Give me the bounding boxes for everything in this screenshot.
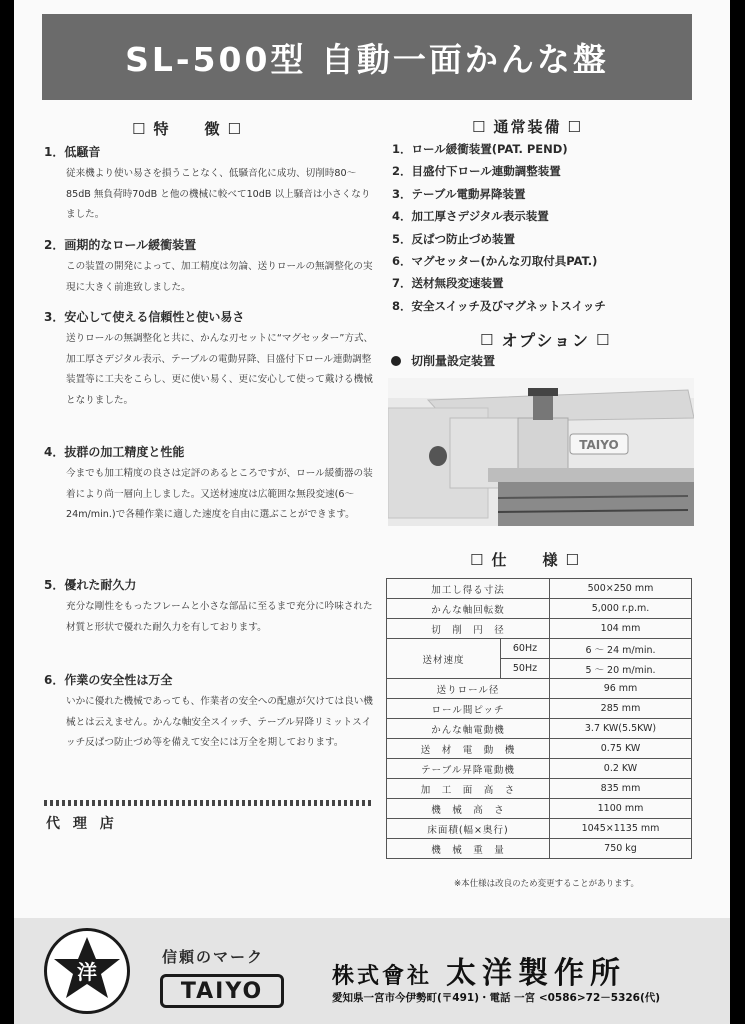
table-row: 送材速度 60Hz 6 ～ 24 m/min. xyxy=(387,639,692,659)
option-item: 切削量設定装置 xyxy=(391,352,495,369)
box-icon: ☐ xyxy=(567,117,583,136)
feature-body: 今までも加工精度の良さは定評のあるところですが、ロール緩衝器の装着により尚一層向上しました。又送材速度は広範囲な無段変速(6～24m/min.)で各種作業に適した速度を自由に選ぶことができます。 xyxy=(66,468,373,520)
feature-1 xyxy=(44,143,374,226)
list-item: 5．反ぱつ防止づめ装置 xyxy=(392,231,516,246)
table-row: かんな軸電動機 3.7 KW(5.5KW) xyxy=(387,719,692,739)
trust-mark-label: 信頼のマーク xyxy=(162,948,265,966)
specs-table xyxy=(386,578,692,859)
list-item: 3．テーブル電動昇降装置 xyxy=(392,186,526,201)
list-item: 6．マグセッター(かんな刃取付具PAT.) xyxy=(392,254,598,269)
svg-text:洋: 洋 xyxy=(77,960,97,984)
table-row: 機 械 重 量 750 kg xyxy=(387,839,692,859)
options-heading: ☐ オプション ☐ xyxy=(480,330,612,350)
table-row: かんな軸回転数 5,000 r.p.m. xyxy=(387,599,692,619)
equipment-heading: ☐ 通常装備 ☐ xyxy=(472,117,583,136)
feature-title: 6．作業の安全性は万全 xyxy=(44,673,173,687)
feature-body: 従来機より使い易さを損うことなく、低騒音化に成功、切削時80～85dB 無負荷時70dB と他の機械に較べて10dB 以上騒音は小さくなりました。 xyxy=(66,168,371,220)
feature-title: 2．画期的なロール緩衝装置 xyxy=(44,238,197,252)
feature-title: 1．低騒音 xyxy=(44,145,101,159)
features-heading: ☐ 特 徴 ☐ xyxy=(132,119,243,138)
table-row: 加 工 面 高 さ 835 mm xyxy=(387,779,692,799)
table-row: テーブル昇降電動機 0.2 KW xyxy=(387,759,692,779)
list-item: 8．安全スイッチ及びマグネットスイッチ xyxy=(392,298,606,313)
list-item: 2．目盛付下ロール連動調整装置 xyxy=(392,164,561,179)
specs-heading: ☐ 仕 様 ☐ xyxy=(470,550,581,569)
feature-title: 5．優れた耐久力 xyxy=(44,578,137,592)
box-icon: ☐ xyxy=(470,550,486,569)
brand-logo: TAIYO xyxy=(160,974,284,1008)
title-banner xyxy=(42,14,692,100)
feature-4 xyxy=(44,443,374,526)
list-item: 4．加工厚さデジタル表示装置 xyxy=(392,209,549,224)
box-icon: ☐ xyxy=(565,550,581,569)
feature-body: いかに優れた機械であっても、作業者の安全への配慮が欠けては良い機械とは云えません。かんな軸安全スイッチ、テーブル昇降リミットスイッチ反ぱつ防止づめ等を備えて安全には万全を期しております。 xyxy=(66,696,373,748)
box-icon: ☐ xyxy=(472,117,488,136)
box-icon: ☐ xyxy=(596,330,612,349)
machine-photo xyxy=(388,378,694,526)
table-row: ロール間ピッチ 285 mm xyxy=(387,699,692,719)
table-row: 50Hz 5 ～ 20 m/min. xyxy=(387,659,692,679)
brochure-page xyxy=(14,0,730,1024)
feature-body: 送りロールの無調整化と共に、かんな刃セットに“マグセッター”方式、加工厚さデジタル表示、テーブルの電動昇降、目盛付下ロール連動調整装置等に工夫をこらし、更に使い易く、更に安心して使って戴ける機械となりました。 xyxy=(66,333,374,406)
machine-illustration xyxy=(388,378,694,526)
box-icon: ☐ xyxy=(227,119,243,138)
divider xyxy=(44,800,374,806)
feature-2 xyxy=(44,236,374,298)
equipment-list xyxy=(392,138,606,317)
table-row: 送りロール径 96 mm xyxy=(387,679,692,699)
footer xyxy=(14,918,730,1024)
feature-title: 3．安心して使える信頼性と使い易さ xyxy=(44,310,245,324)
table-row: 床面積(幅×奥行) 1045×1135 mm xyxy=(387,819,692,839)
bullet-icon xyxy=(391,356,401,366)
feature-body: この装置の開発によって、加工精度は勿論、送りロールの無調整化の実現に大きく前進致しました。 xyxy=(66,261,373,293)
feature-6 xyxy=(44,671,374,754)
table-row: 加工し得る寸法 500×250 mm xyxy=(387,579,692,599)
table-row: 切 削 円 径 104 mm xyxy=(387,619,692,639)
feature-body: 充分な剛性をもったフレームと小さな部品に至るまで充分に吟味された材質と形状で優れた耐久力を有しております。 xyxy=(66,601,373,633)
list-item: 7．送材無段変速装置 xyxy=(392,276,504,291)
table-row: 機 械 高 さ 1100 mm xyxy=(387,799,692,819)
list-item: 1．ロール緩衝装置(PAT. PEND) xyxy=(392,142,568,156)
feature-3 xyxy=(44,308,374,411)
photo-brand-label: TAIYO xyxy=(579,438,619,452)
company-seal-logo xyxy=(44,928,130,1014)
specs-footnote: ※本仕様は改良のため変更することがあります。 xyxy=(454,879,639,889)
table-row: 送 材 電 動 機 0.75 KW xyxy=(387,739,692,759)
feature-5 xyxy=(44,576,374,638)
company-address: 愛知県一宮市今伊勢町(〒491)・電話 一宮 <0586>72－5326(代) xyxy=(332,992,661,1004)
feature-title: 4．抜群の加工精度と性能 xyxy=(44,445,185,459)
company-name: 株式會社 太洋製作所 xyxy=(332,956,627,991)
star-emblem-icon xyxy=(47,931,127,1011)
box-icon: ☐ xyxy=(132,119,148,138)
agency-label: 代 理 店 xyxy=(46,816,118,832)
box-icon: ☐ xyxy=(480,330,496,349)
page-title: SL-500型 自動一面かんな盤 xyxy=(125,39,609,79)
